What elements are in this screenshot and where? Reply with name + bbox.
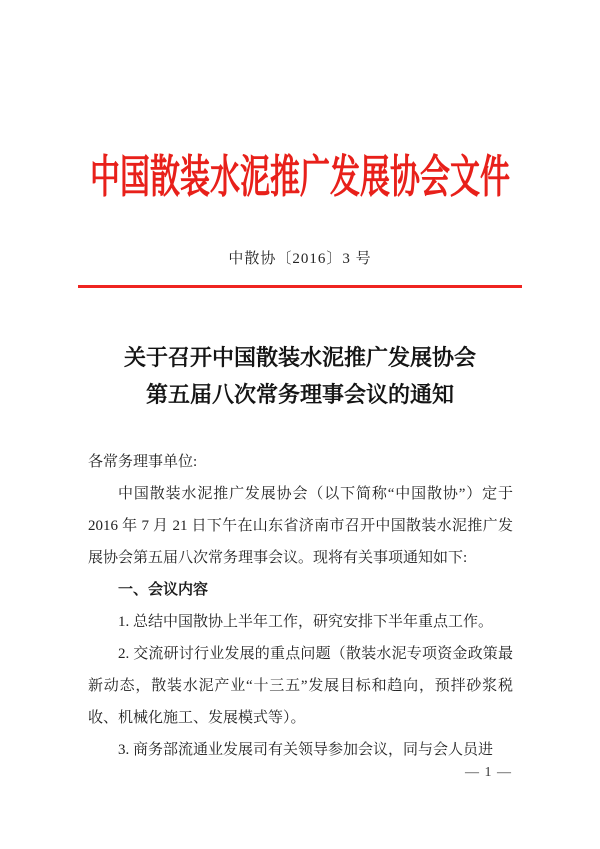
section-heading-meeting-content: 一、会议内容: [118, 581, 209, 598]
paragraph-intro: 中国散装水泥推广发展协会（以下简称“中国散协”）定于 2016 年 7 月 21 日下午在山东省济南市召开中国散装水泥推广发展协会第五届八次常务理事会议。现将有关事项通知如下:: [88, 486, 513, 566]
doc-title: [0, 339, 600, 413]
doc-body: [88, 446, 513, 766]
paragraph-item-2: 2. 交流研讨行业发展的重点问题（散装水泥专项资金政策最新动态，散装水泥产业“十三五”发展目标和趋向，预拌砂浆税收、机械化施工、发展模式等）。: [88, 646, 513, 726]
page-number: — 1 —: [465, 765, 512, 780]
paragraph-item-3: 3. 商务部流通业发展司有关领导参加会议，同与会人员进: [118, 742, 494, 758]
red-divider-line: [78, 285, 522, 288]
paragraph-item-1: 1. 总结中国散协上半年工作，研究安排下半年重点工作。: [118, 614, 494, 630]
doc-title-line1: 关于召开中国散装水泥推广发展协会: [123, 345, 476, 370]
org-header-title: 中国散装水泥推广发展协会文件: [90, 153, 510, 203]
doc-number: 中散协〔2016〕3 号: [228, 251, 372, 267]
doc-title-line2: 第五届八次常务理事会议的通知: [145, 382, 454, 407]
salutation: 各常务理事单位:: [88, 454, 198, 470]
